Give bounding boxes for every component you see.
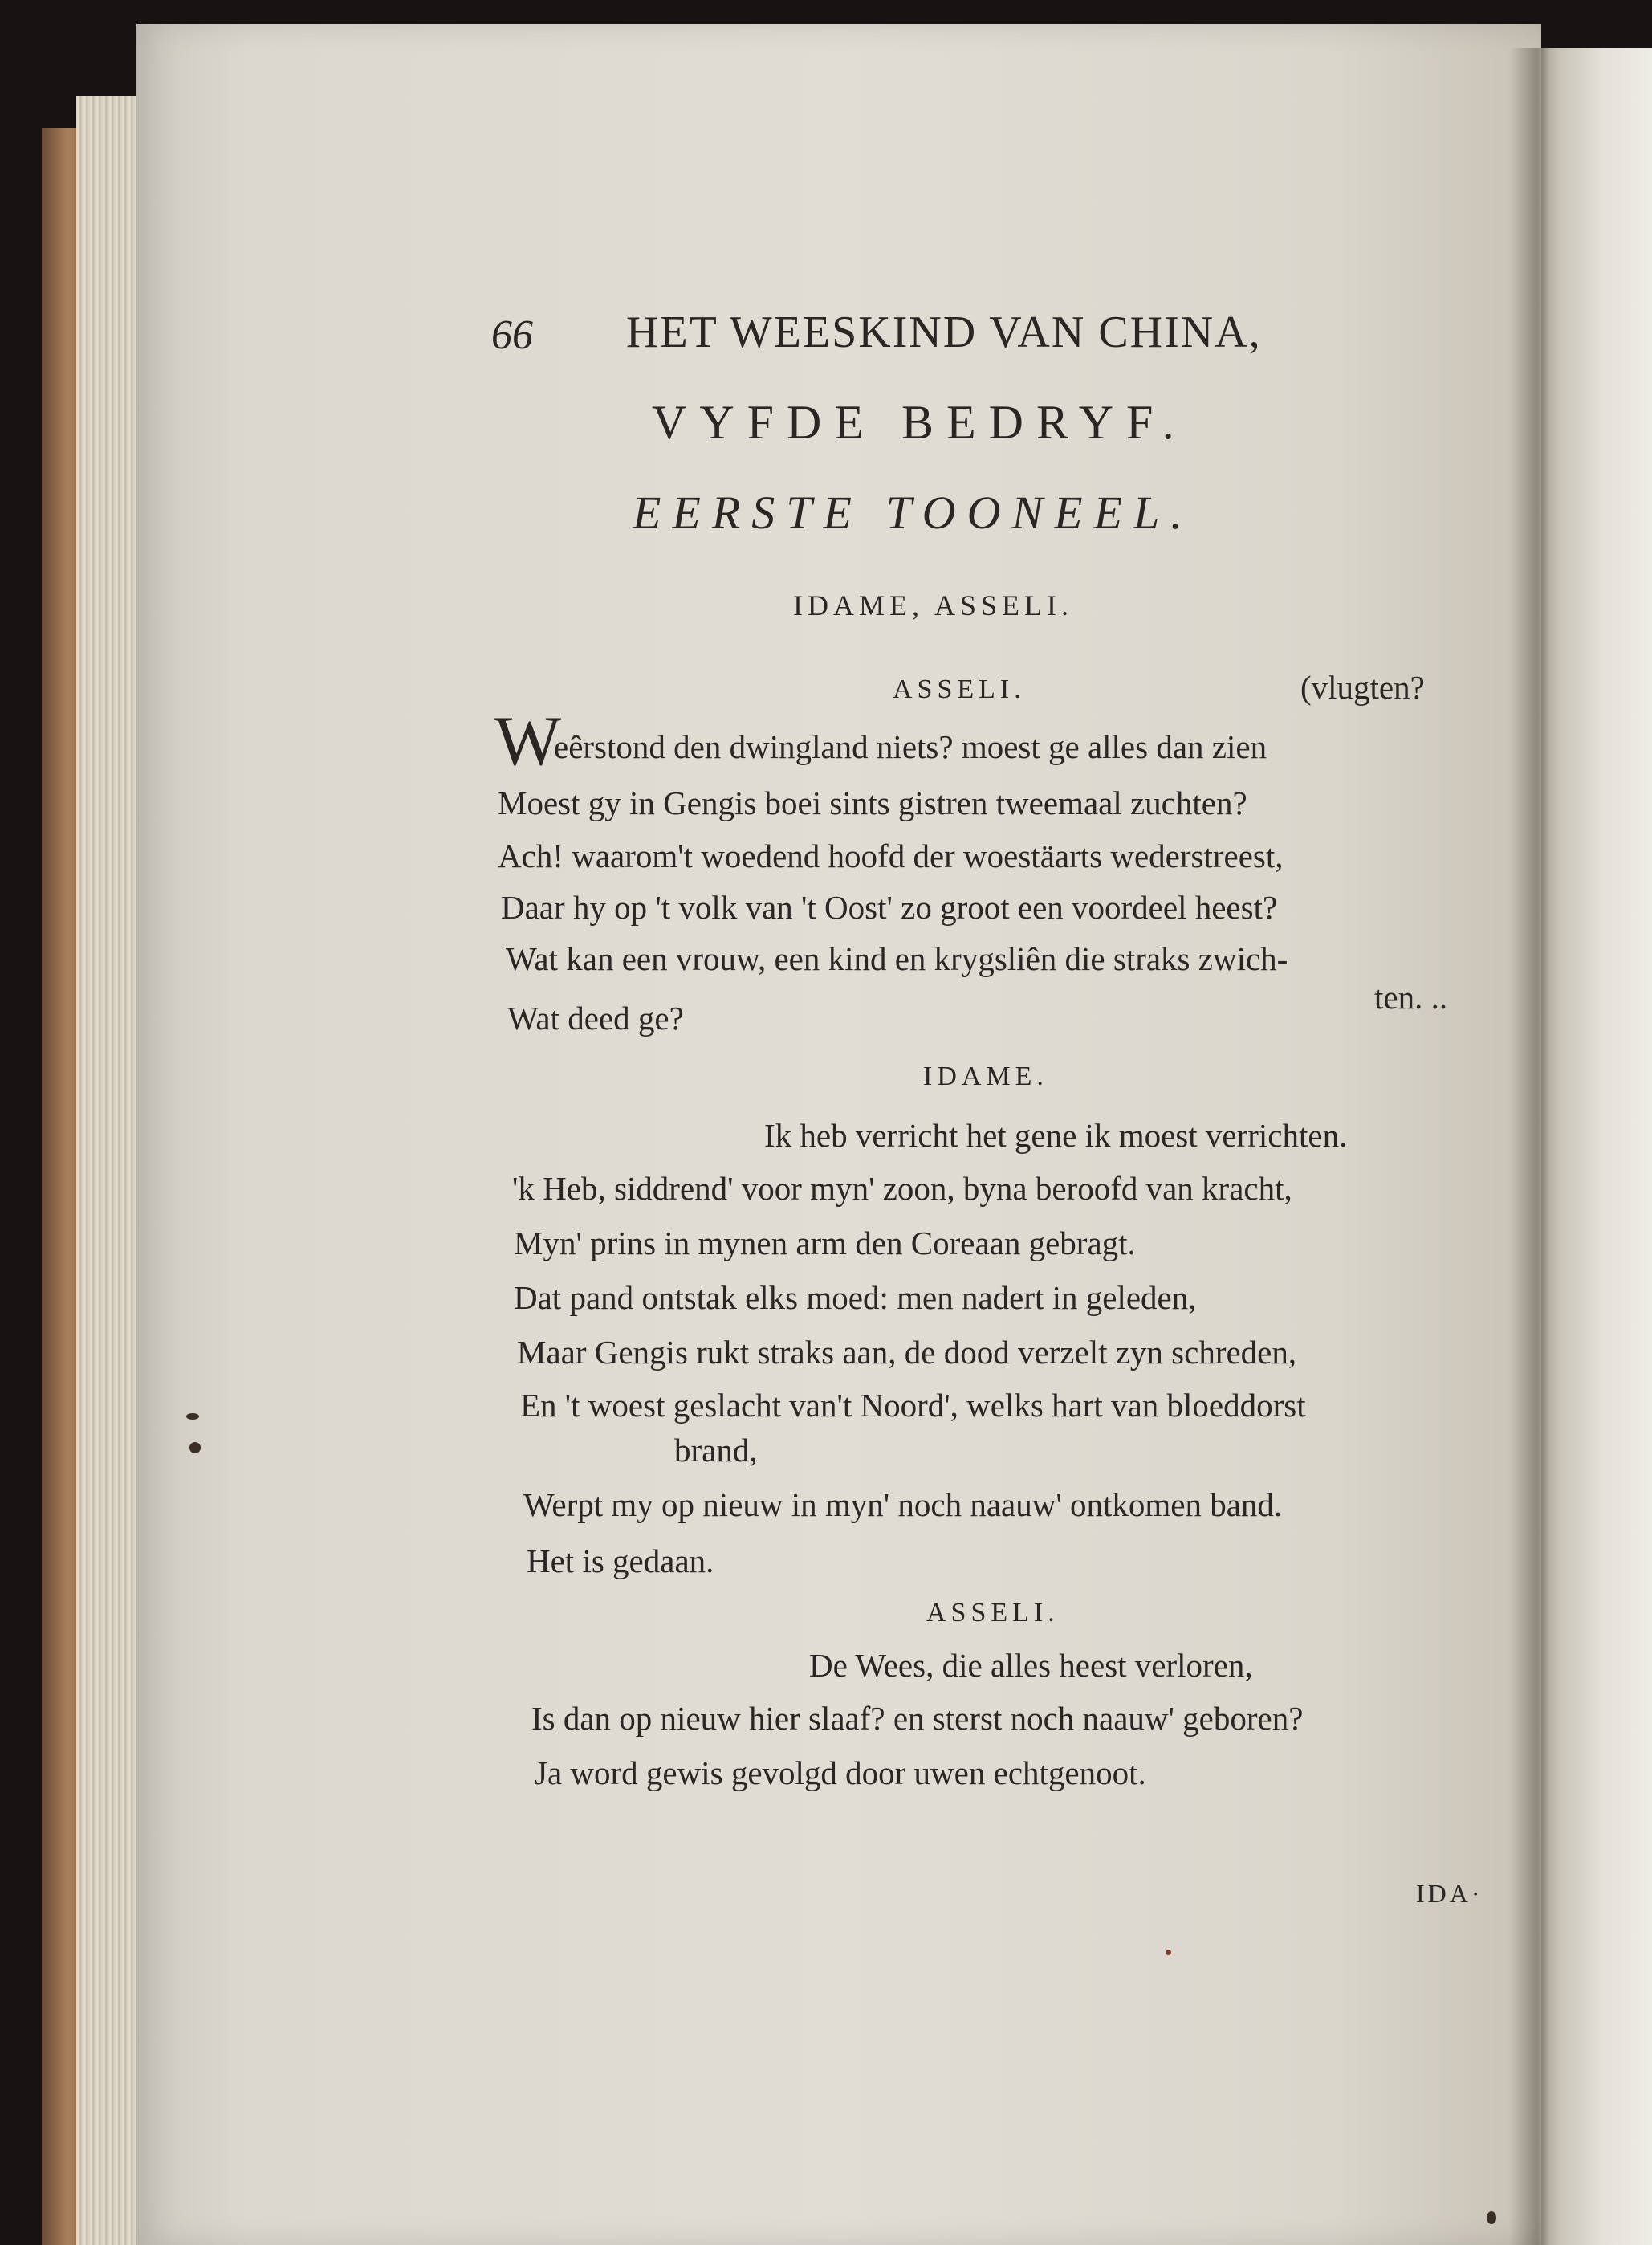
speaker-name: IDAME. bbox=[923, 1061, 1048, 1091]
verse-line: Wat kan een vrouw, een kind en krygsliên die straks zwich- bbox=[506, 940, 1288, 977]
ink-speck bbox=[1487, 2211, 1496, 2224]
speaker-name: ASSELI. bbox=[893, 674, 1026, 704]
verse-overflow: (vlugten? bbox=[1300, 669, 1425, 706]
ink-speck bbox=[189, 1442, 201, 1453]
verse-line: eêrstond den dwingland niets? moest ge alles dan zien bbox=[554, 728, 1267, 765]
verse-line: Dat pand ontstak elks moed: men nadert in geleden, bbox=[514, 1279, 1197, 1316]
drop-capital: W bbox=[494, 703, 562, 780]
speaker-name: ASSELI. bbox=[926, 1598, 1060, 1628]
verse-line: Maar Gengis rukt straks aan, de dood verzelt zyn schreden, bbox=[517, 1334, 1297, 1371]
verse-line: Ik heb verricht het gene ik moest verrichten. bbox=[764, 1117, 1348, 1154]
catchword: IDA· bbox=[1416, 1879, 1483, 1908]
ink-speck bbox=[186, 1413, 199, 1420]
scene-title: EERSTE TOONEEL. bbox=[633, 487, 1194, 539]
verse-line: Myn' prins in mynen arm den Coreaan gebragt. bbox=[514, 1224, 1136, 1261]
page-number: 66 bbox=[491, 312, 533, 358]
verse-line: Het is gedaan. bbox=[527, 1542, 714, 1579]
verse-line: Wat deed ge? bbox=[507, 1000, 684, 1037]
verse-line-turnover: ten. .. bbox=[1374, 979, 1448, 1016]
gutter-shadow bbox=[1509, 48, 1549, 2245]
verse-line: Daar hy op 't volk van 't Oost' zo groot een voordeel heest? bbox=[501, 889, 1278, 926]
verse-line-turnover: brand, bbox=[674, 1432, 758, 1469]
verse-line: Ja word gewis gevolgd door uwen echtgenoot. bbox=[535, 1754, 1146, 1791]
verse-line: Is dan op nieuw hier slaaf? en sterst noch naauw' geboren? bbox=[531, 1700, 1304, 1737]
verse-line: En 't woest geslacht van't Noord', welks hart van bloeddorst bbox=[520, 1387, 1306, 1424]
verse-line: Werpt my op nieuw in myn' noch naauw' ontkomen band. bbox=[523, 1486, 1283, 1523]
ink-speck bbox=[1166, 1950, 1171, 1955]
verse-line: 'k Heb, siddrend' voor myn' zoon, byna beroofd van kracht, bbox=[512, 1170, 1292, 1207]
act-title: VYFDE BEDRYF. bbox=[652, 396, 1187, 449]
verse-line: Moest gy in Gengis boei sints gistren tweemaal zuchten? bbox=[498, 784, 1247, 821]
scene-speakers: IDAME, ASSELI. bbox=[793, 589, 1074, 621]
verse-line: Ach! waarom't woedend hoofd der woestäarts wederstreest, bbox=[498, 837, 1284, 874]
verse-line: De Wees, die alles heest verloren, bbox=[809, 1647, 1253, 1684]
running-head: HET WEESKIND VAN CHINA, bbox=[626, 308, 1262, 357]
